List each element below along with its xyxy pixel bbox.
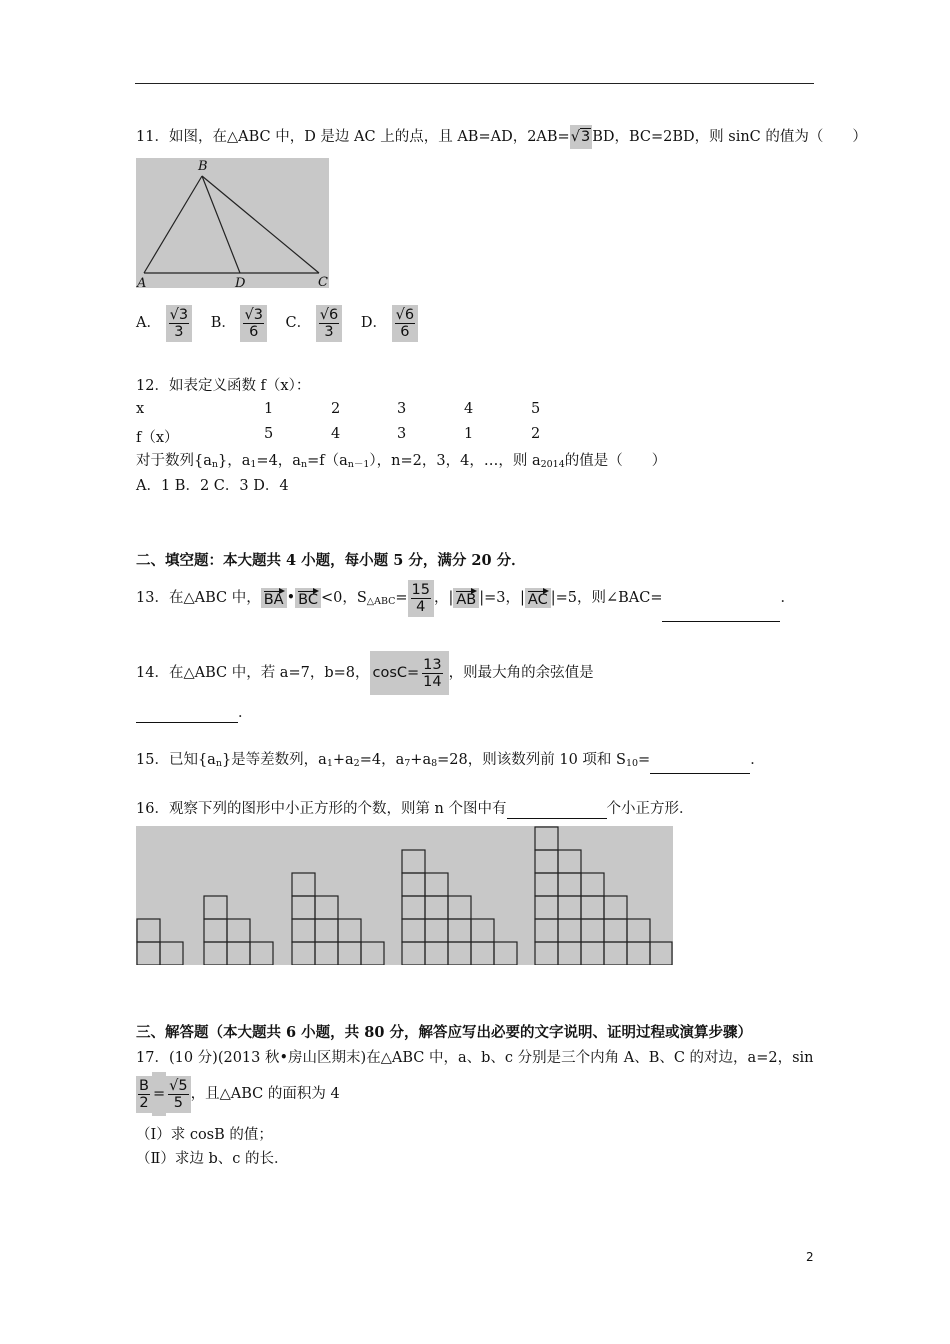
section-3-heading: 三、解答题（本大题共 6 小题，共 80 分，解答应写出必要的文字说明、证明过程或演算步骤）: [136, 1024, 752, 1041]
label-D: D: [235, 276, 246, 288]
q15: 15．已知$\{a_n\}$是等差数列，$a_1+a_2=4$，$a_7+a_8=28$，则该数列前 10 项和 $S_{10}=$ ．: [136, 750, 765, 774]
q11-option-b[interactable]: B． $\frac{√3}{6}$: [211, 301, 267, 345]
vector-AC: AC: [525, 588, 551, 608]
q12-sequence: 对于数列$\{a_n\}$，$a_1=4$，$a_n=f(a_{n-1})$，n=2，3，4，…，则 $a_{2014}$的值是（ ）: [136, 453, 667, 470]
staircase-squares-diagram: [136, 826, 673, 965]
q16-answer-blank[interactable]: [507, 803, 607, 819]
q17-line2: $\frac{B}{2}$ = $\frac{√5}{5}$ ，且△ABC 的面积为 4: [136, 1072, 340, 1116]
q11-option-a[interactable]: A． $\frac{√3}{3}$: [136, 301, 192, 345]
table-cell: 2: [331, 401, 341, 417]
q12-options: A．1 B．2 C．3 D．4: [136, 478, 289, 494]
section-2-heading: 二、填空题：本大题共 4 小题，每小题 5 分，满分 20 分．: [136, 552, 526, 569]
q13-answer-blank[interactable]: [662, 606, 780, 622]
vector-BC: BC: [295, 588, 321, 608]
q16: 16．观察下列的图形中小正方形的个数，则第 n 个图中有 个小正方形．: [136, 801, 694, 817]
q15-answer-blank[interactable]: [650, 758, 750, 774]
label-C: C: [318, 275, 328, 288]
triangle-diagram: [136, 158, 329, 288]
q17-part1: （Ⅰ）求 cosB 的值；: [136, 1127, 273, 1143]
q17-part2: （Ⅱ）求边 b、c 的长．: [136, 1151, 289, 1167]
table-x-label: x: [136, 401, 145, 417]
table-f-label: f（x）: [136, 430, 179, 446]
page-number: 2: [806, 1250, 814, 1264]
vector-BA: BA: [261, 588, 287, 608]
q17-line1: 17．(10 分)(2013 秋•房山区期末)在△ABC 中，a、b、c 分别是三个内角 A、B、C 的对边，a=2，sin: [136, 1050, 814, 1066]
table-cell: 1: [464, 426, 474, 442]
table-cell: 4: [331, 426, 341, 442]
q11-option-d[interactable]: D． $\frac{√6}{6}$: [361, 301, 418, 345]
header-rule: [135, 83, 814, 84]
table-cell: 4: [464, 401, 474, 417]
table-cell: 5: [531, 401, 541, 417]
q11-option-c[interactable]: C． $\frac{√6}{3}$: [286, 301, 343, 345]
table-cell: 3: [397, 401, 407, 417]
table-cell: 1: [264, 401, 274, 417]
q13: 13．在△ABC 中， BA • BC <0，$S_{\triangle ABC}=$ $\frac{15}{4}$ ，| AB |=3，| AC |=5，则∠BAC= ．: [136, 578, 795, 622]
table-cell: 5: [264, 426, 274, 442]
table-cell: 2: [531, 426, 541, 442]
q14: 14．在△ABC 中，若 a=7，b=8， cosC= $\frac{13}{14}$ ，则最大角的余弦值是: [136, 651, 594, 695]
sqrt3-box: √3: [570, 125, 592, 149]
q11-stem: 11．如图，在△ABC 中，D 是边 AC 上的点，且 AB=AD，2AB=√3 BD，BC=2BD，则 sinC 的值为（ ）: [136, 125, 867, 149]
fraction-15-4: $\frac{15}{4}$: [408, 580, 434, 617]
q12-stem: 12．如表定义函数 f（x）：: [136, 378, 311, 394]
triangle-figure: [136, 158, 329, 288]
squares-figure: [136, 826, 673, 965]
fraction-sqrt5-5: $\frac{√5}{5}$: [166, 1076, 190, 1113]
label-B: B: [198, 159, 208, 174]
table-cell: 3: [397, 426, 407, 442]
q14-answer-blank[interactable]: [136, 707, 238, 723]
cosC-box: cosC= $\frac{13}{14}$: [370, 651, 449, 695]
vector-AB: AB: [453, 588, 479, 608]
q11-options: [136, 301, 432, 345]
label-A: A: [137, 276, 147, 288]
fraction-B-2: $\frac{B}{2}$: [136, 1076, 152, 1113]
q14-answer-line: ．: [136, 703, 253, 723]
